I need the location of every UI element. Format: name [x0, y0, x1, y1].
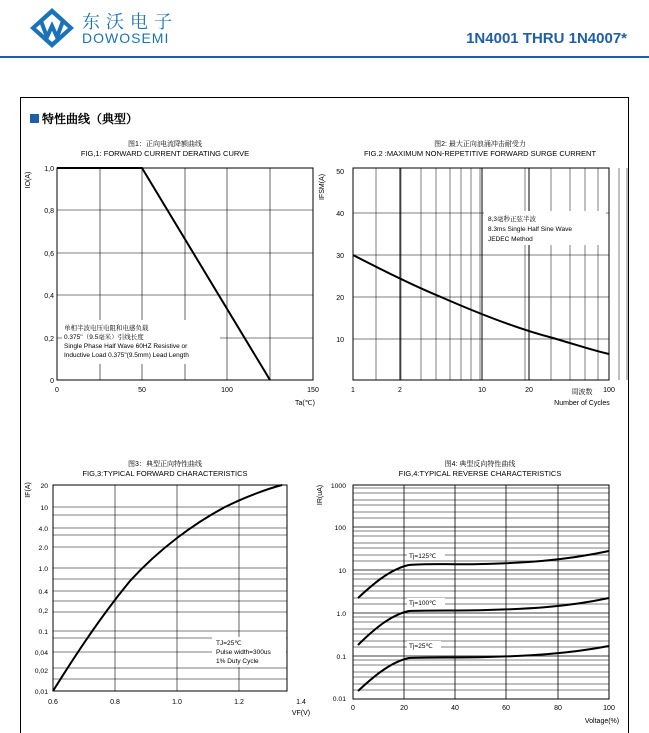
- chart-fig3: [20, 455, 325, 730]
- fig1-ylabel: IO(A): [25, 171, 32, 189]
- fig3-ytick: 0.1: [38, 629, 48, 636]
- section-title: 特性曲线（典型）: [42, 112, 139, 126]
- fig4-series-label: Tj=100℃: [409, 600, 437, 607]
- fig3-ytick: 1.0: [38, 566, 48, 573]
- fig2-ytick: 20: [336, 295, 344, 302]
- fig1-xtick: 100: [221, 387, 233, 394]
- fig3-xtick: 0.8: [110, 699, 120, 706]
- brand-english: DOWOSEMI: [82, 30, 170, 46]
- fig2-xtick: 100: [603, 387, 615, 394]
- fig4-curve-100c: [358, 598, 609, 645]
- fig4-xtick: 80: [554, 705, 562, 712]
- fig1-annotation: Single Phase Half Wave 60HZ Resistive or: [64, 343, 188, 350]
- fig4-xtick: 100: [603, 705, 615, 712]
- fig4-xtick: 60: [502, 705, 510, 712]
- fig1-ytick: 0: [50, 378, 54, 385]
- fig4-title-cn: 图4: 典型反向特性曲线: [444, 461, 516, 468]
- fig1-ytick: 0,8: [44, 208, 54, 215]
- fig1-ytick: 0,6: [44, 251, 54, 258]
- fig2-xtick: 20: [525, 387, 533, 394]
- fig4-series-label: Tj=25℃: [409, 643, 433, 650]
- fig1-xlabel: Ta(℃): [295, 400, 315, 407]
- chart-fig4: [312, 455, 632, 730]
- fig1-annotation: 0.375''（9.5毫米）引线长度: [64, 334, 144, 341]
- fig3-xtick: 1.2: [234, 699, 244, 706]
- fig1-xtick: 0: [55, 387, 59, 394]
- fig2-ytick: 10: [336, 337, 344, 344]
- fig3-ytick: 2.0: [38, 545, 48, 552]
- section-bullet-icon: [30, 114, 39, 123]
- fig3-ytick: 0.4: [38, 589, 48, 596]
- fig3-xlabel: VF(V): [291, 710, 311, 717]
- fig4-series-label: Tj=125℃: [409, 553, 437, 560]
- fig4-ytick: 1000: [330, 483, 346, 490]
- dowosemi-logo: [28, 6, 76, 50]
- fig2-ytick: 50: [336, 169, 344, 176]
- part-range-title: 1N4001 THRU 1N4007*: [466, 30, 627, 47]
- chart-fig2: [312, 135, 632, 415]
- fig4-ylabel: IR(uA): [317, 484, 324, 506]
- fig1-title: FIG,1: FORWARD CURRENT DERATING CURVE: [80, 149, 250, 158]
- fig2-ytick: 40: [336, 211, 344, 218]
- fig4-ytick: 100: [334, 525, 346, 532]
- fig3-title: FIG,3:TYPICAL FORWARD CHARACTERISTICS: [82, 469, 248, 478]
- fig1-ytick: 0,4: [44, 293, 54, 300]
- header-divider: [0, 56, 649, 58]
- fig3-ylabel: IF(A): [25, 482, 32, 498]
- fig1-annotation: Inductive Load 0.375"(9.5mm) Lead Length: [64, 352, 189, 359]
- fig4-xtick: 0: [351, 705, 355, 712]
- fig3-title-cn: 图3：典型正向特性曲线: [128, 461, 202, 468]
- brand-chinese: 东沃电子: [82, 12, 178, 33]
- fig2-ytick: 30: [336, 253, 344, 260]
- fig3-ytick: 0,2: [38, 608, 48, 615]
- fig2-xtick: 10: [478, 387, 486, 394]
- fig3-ytick: 0,01: [34, 689, 48, 696]
- fig2-xtick: 1: [351, 387, 355, 394]
- fig4-title: FIG,4:TYPICAL REVERSE CHARACTERISTICS: [398, 469, 562, 478]
- fig2-xtick: 2: [398, 387, 402, 394]
- fig3-xtick: 1.4: [296, 699, 306, 706]
- fig3-ytick: 4.0: [38, 526, 48, 533]
- fig3-ytick: 10: [40, 505, 48, 512]
- fig2-ylabel: IFSM(A): [319, 173, 326, 201]
- fig1-xtick: 150: [307, 387, 319, 394]
- fig4-ytick: 10: [338, 568, 346, 575]
- fig3-ytick: 20: [40, 483, 48, 490]
- fig3-xtick: 1.0: [172, 699, 182, 706]
- chart-fig1: [20, 135, 325, 415]
- fig1-ytick: 1,0: [44, 166, 54, 173]
- fig4-ytick: 1.0: [336, 611, 346, 618]
- fig3-xtick: 0.6: [48, 699, 58, 706]
- fig2-annotation: 8.3ms Single Half Sine Wave: [488, 226, 572, 233]
- fig4-xtick: 20: [400, 705, 408, 712]
- fig2-xunit-cn: 周波数: [571, 389, 593, 396]
- fig3-ytick: 0,04: [34, 650, 48, 657]
- fig4-ytick: 0.01: [332, 696, 346, 703]
- fig2-title: FIG.2 :MAXIMUM NON-REPETITIVE FORWARD SURGE CURRENT: [363, 149, 597, 158]
- fig2-xlabel: Number of Cycles: [554, 400, 610, 407]
- fig1-annotation: 单相半波电压电阻和电感负载: [64, 325, 149, 332]
- fig2-title-cn: 图2: 最大正向浪涌冲击耐受力: [434, 141, 526, 148]
- fig1-title-cn: 图1：正向电流降额曲线: [128, 141, 202, 148]
- fig2-annotation: JEDEC Method: [488, 236, 533, 243]
- fig1-xtick: 50: [138, 387, 146, 394]
- fig3-annotation: Pulse width=300us: [216, 649, 271, 656]
- fig2-annotation: 8,3毫秒正弦半波: [488, 216, 537, 223]
- fig3-ytick: 0,02: [34, 668, 48, 675]
- fig1-ytick: 0,2: [44, 336, 54, 343]
- fig3-annotation: TJ=25℃: [216, 640, 242, 647]
- section-heading: [30, 110, 138, 127]
- fig4-xtick: 40: [451, 705, 459, 712]
- fig4-xlabel: Voltage(%): [584, 718, 620, 725]
- fig4-ytick: 0.1: [336, 654, 346, 661]
- fig3-annotation: 1% Duty Cycle: [216, 658, 259, 665]
